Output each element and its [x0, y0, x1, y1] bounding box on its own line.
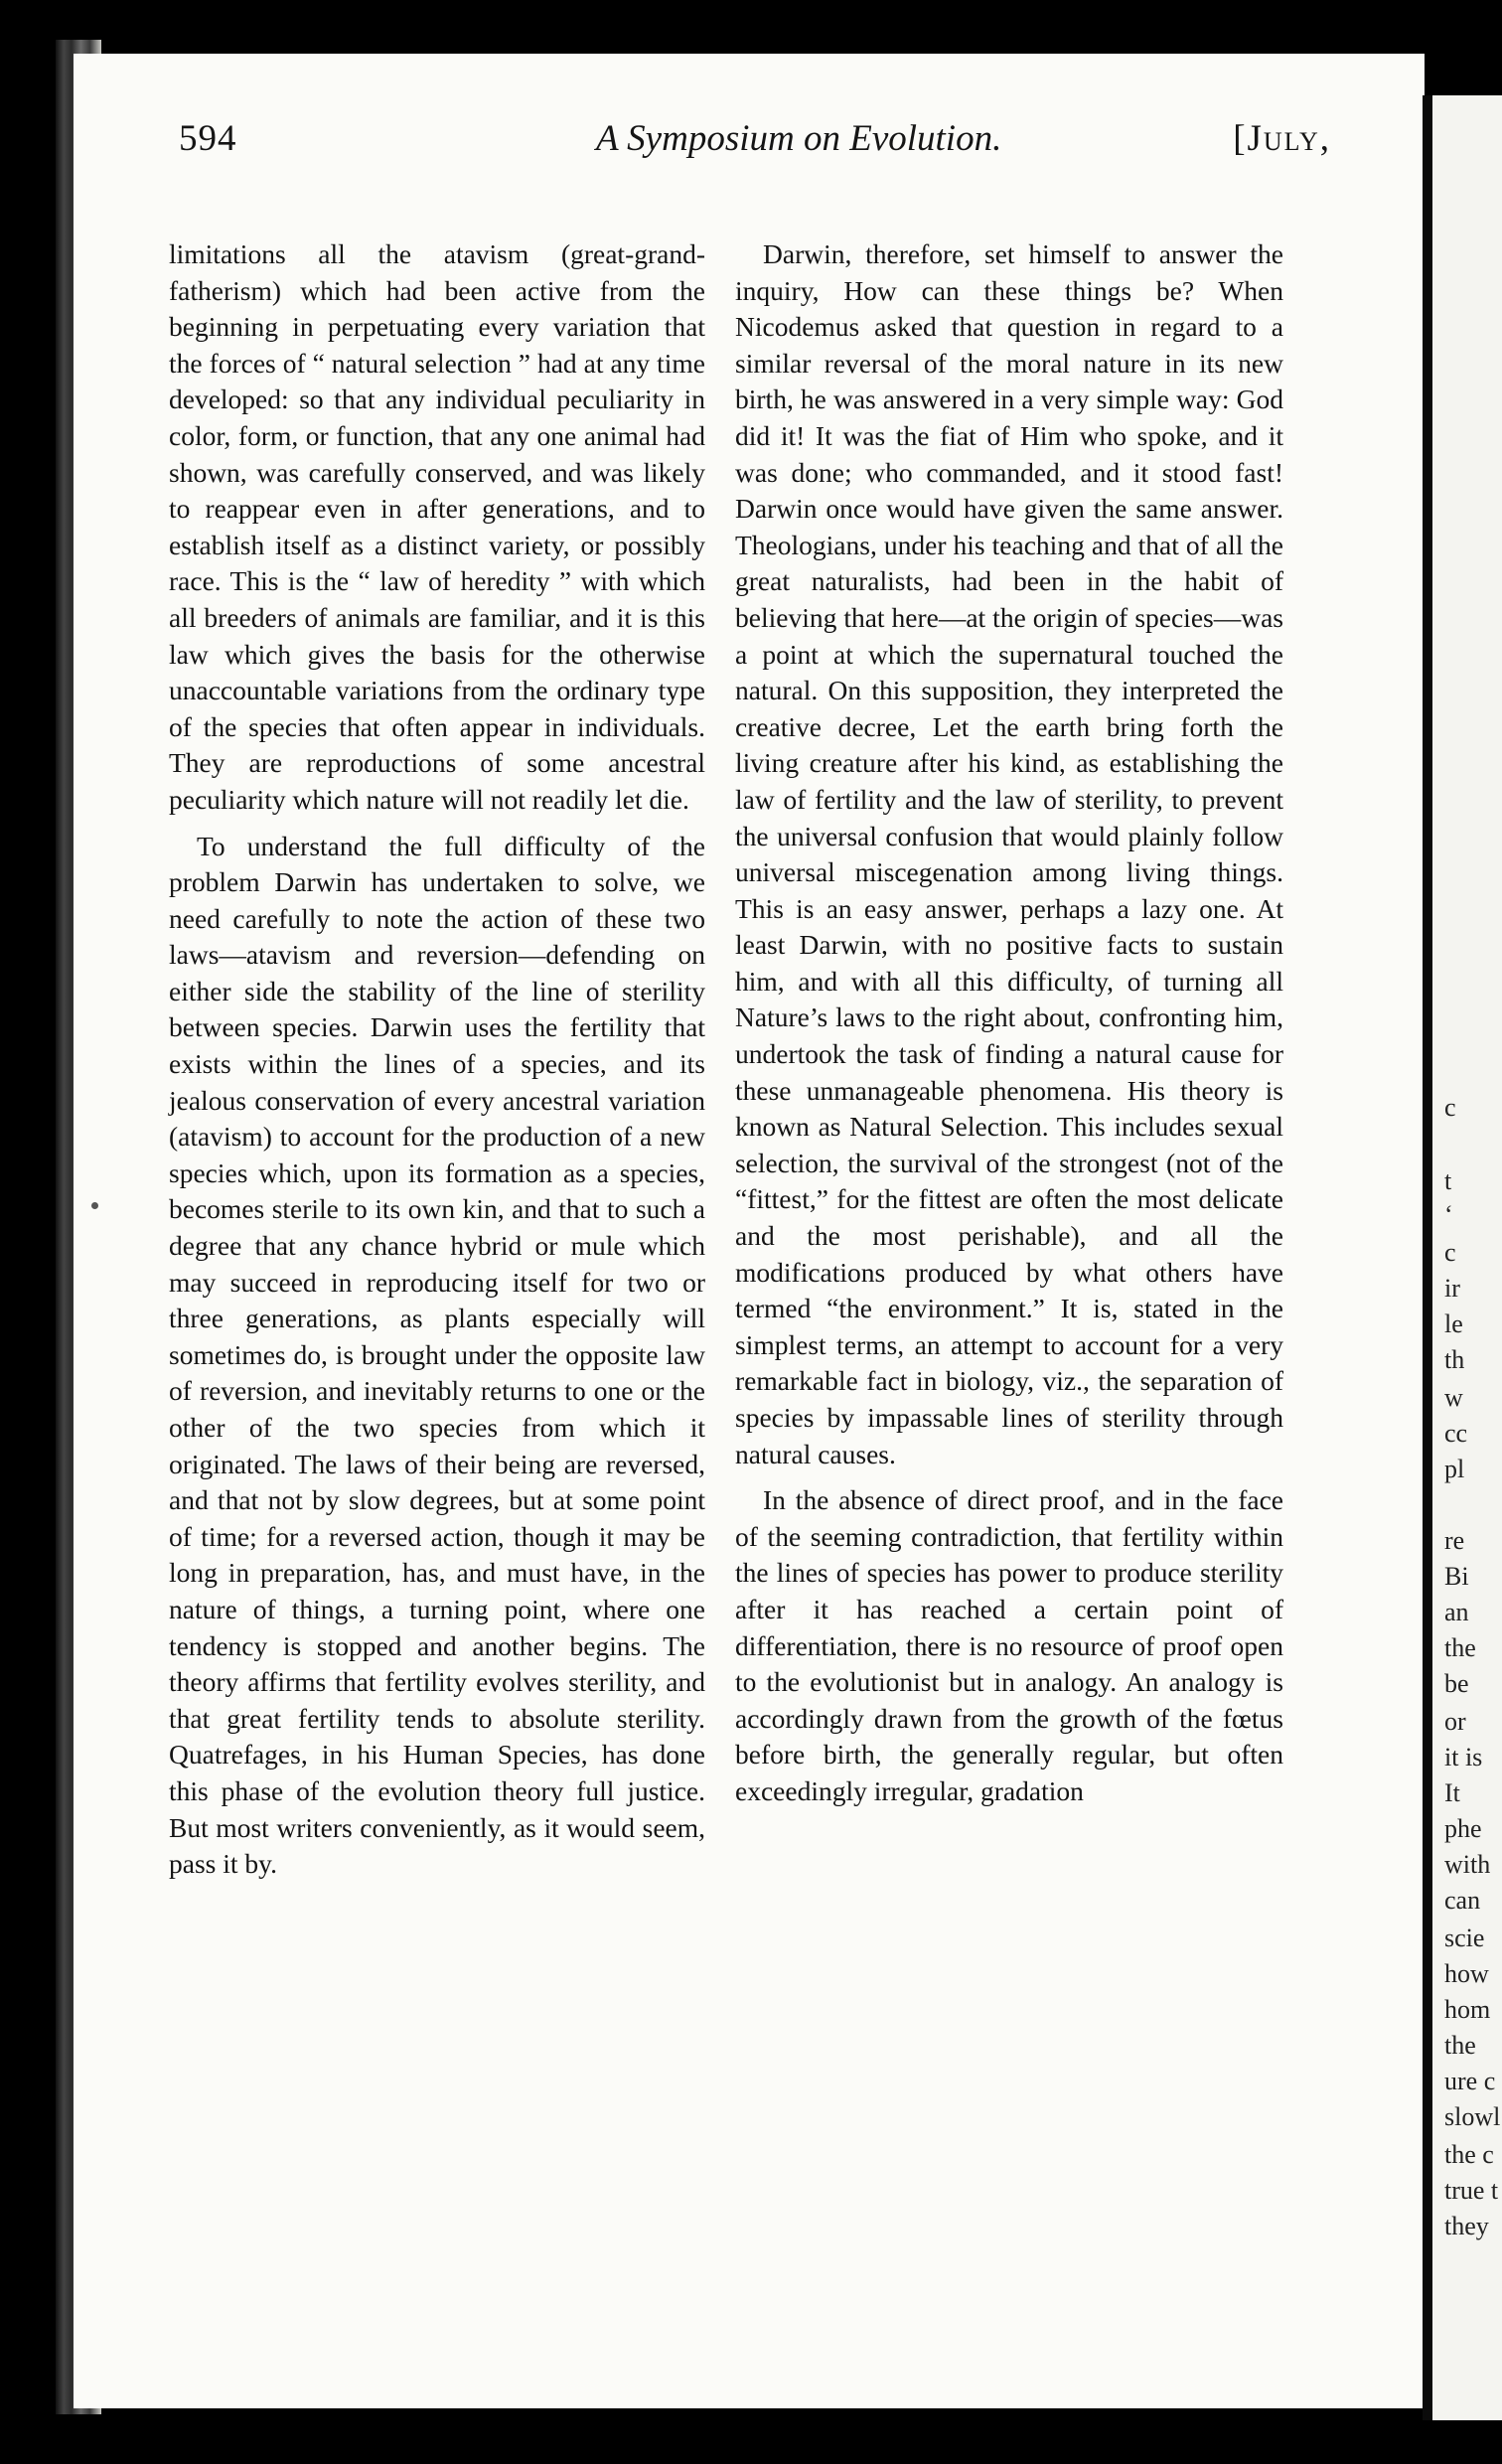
running-title: A Symposium on Evolution.	[596, 118, 1002, 159]
facing-page-fragment: or	[1444, 1707, 1466, 1736]
facing-page-fragment: scie	[1444, 1924, 1485, 1952]
facing-page-fragment: t	[1444, 1166, 1452, 1195]
running-month: [July,	[1233, 118, 1331, 159]
facing-page-edge	[1423, 95, 1502, 2420]
facing-page-fragment: c	[1444, 1238, 1456, 1267]
facing-page-fragment: re	[1444, 1526, 1465, 1555]
right-column	[735, 236, 1283, 1810]
facing-page-fragment: true t	[1444, 2176, 1499, 2205]
right-paragraph-1: Darwin, therefore, set himself to answer the inquiry, How can these things be? When Nicodemus asked that question in regard to a similar reversal of the moral nature in its new birth, he was answered in a very simple way: God did it! It was the fiat of Him who spoke, and it was done; who commanded, and it stood fast! Darwin once would have given the same answer. Theologians, under his teaching and that of all the great naturalists, had been in the habit of believing that here—at the origin of species—was a point at which the supernatural touched the natural. On this supposition, they interpreted the creative decree, Let the earth bring forth the living creature after his kind, as establishing the law of fertility and the law of sterility, to prevent the universal confusion that would plainly follow universal miscegenation among living things. This is an easy answer, perhaps a lazy one. At least Darwin, with no positive facts to sustain him, and with all this difficulty, of turning all Nature’s laws to the right about, confronting him, undertook the task of finding a natural cause for these unmanageable phenomena. His theory is known as Natural Selection. This includes sexual selection, the survival of the strongest (not of the “fittest,” for the fittest are often the most delicate and the most perishable), and all the modifications produced by what others have termed “the environment.” It is, stated in the simplest terms, an attempt to account for a very remarkable fact in biology, viz., the separation of species by impassable lines of sterility through natural causes.	[735, 238, 1283, 1469]
facing-page-fragment: phe	[1444, 1814, 1482, 1843]
facing-page-fragment: It	[1444, 1778, 1460, 1807]
facing-page-fragment: ‘	[1444, 1200, 1453, 1229]
margin-speck	[91, 1202, 98, 1209]
left-column	[169, 236, 705, 1883]
facing-page-fragment: le	[1444, 1309, 1463, 1338]
facing-page-fragment: with	[1444, 1850, 1491, 1879]
facing-page-fragment: cc	[1444, 1419, 1468, 1448]
facing-page-fragment: how	[1444, 1959, 1489, 1988]
facing-page-fragment: they	[1444, 2212, 1489, 2240]
left-paragraph-1: limitations all the atavism (great-grand-fatherism) which had been active from the beginning in perpetuating every variation that the forces of “ natural selection ” had at any time developed: so that any individual peculiarity in color, form, or function, that any one animal had shown, was carefully conserved, and was likely to reappear even in after generations, and to establish itself as a distinct variety, or possibly race. This is the “ law of heredity ” with which all breeders of animals are familiar, and it is this law which gives the basis for the otherwise unaccountable variations from the ordinary type of the species that often appear in individuals. They are reproductions of some ancestral peculiarity which nature will not readily let die.	[169, 238, 705, 815]
facing-page-fragment: pl	[1444, 1455, 1465, 1483]
facing-page-fragment: the	[1444, 2031, 1476, 2060]
running-header	[179, 117, 1331, 167]
left-paragraph-2: To understand the full difficulty of the problem Darwin has undertaken to solve, we need carefully to note the action of these two laws—atavism and reversion—defending on either side the stability of the line of sterility between species. Darwin uses the fertility that exists within the lines of a species, and its jealous conservation of every ancestral variation (atavism) to account for the production of a new species which, upon its formation as a species, becomes sterile to its own kin, and that to such a degree that any chance hybrid or mule which may succeed in reproducing itself for two or three generations, as plants especially will sometimes do, is brought under the opposite law of reversion, and inevitably returns to one or the other of the two species from which it originated. The laws of their being are reversed, and that not by slow degrees, but at some point of time; for a reversed action, though it may be long in preparation, has, and must have, in the nature of things, a turning point, where one tendency is stopped and another begins. The theory affirms that fertility evolves sterility, and that great fertility tends to absolute sterility. Quatrefages, in his Human Species, has done this phase of the evolution theory full justice. But most writers conveniently, as it would seem, pass it by.	[169, 830, 705, 1880]
facing-page-fragment: ir	[1444, 1274, 1460, 1303]
facing-page-fragment: hom	[1444, 1995, 1491, 2024]
facing-page-fragment: can	[1444, 1886, 1481, 1915]
facing-page-fragment: th	[1444, 1345, 1465, 1374]
right-paragraph-2: In the absence of direct proof, and in the face of the seeming contradiction, that fertility within the lines of species has power to produce sterility after it has reached a certain point of differentiation, there is no resource of proof open to the evolutionist but in analogy. An analogy is accordingly drawn from the growth of the fœtus before birth, the generally regular, but often exceedingly irregular, gradation	[735, 1484, 1283, 1806]
facing-page-fragment: c	[1444, 1093, 1456, 1122]
facing-page-fragment: w	[1444, 1383, 1463, 1412]
facing-page-fragment: slowl	[1444, 2102, 1501, 2131]
facing-page-fragment: an	[1444, 1598, 1469, 1626]
facing-page-fragment: be	[1444, 1669, 1469, 1698]
facing-page-fragment: Bi	[1444, 1562, 1469, 1591]
page-number: 594	[179, 118, 237, 159]
facing-page-fragment: ure c	[1444, 2067, 1496, 2095]
facing-page-fragment: the c	[1444, 2140, 1494, 2169]
facing-page-fragment: the	[1444, 1633, 1476, 1662]
facing-page-fragment: it is	[1444, 1743, 1483, 1771]
